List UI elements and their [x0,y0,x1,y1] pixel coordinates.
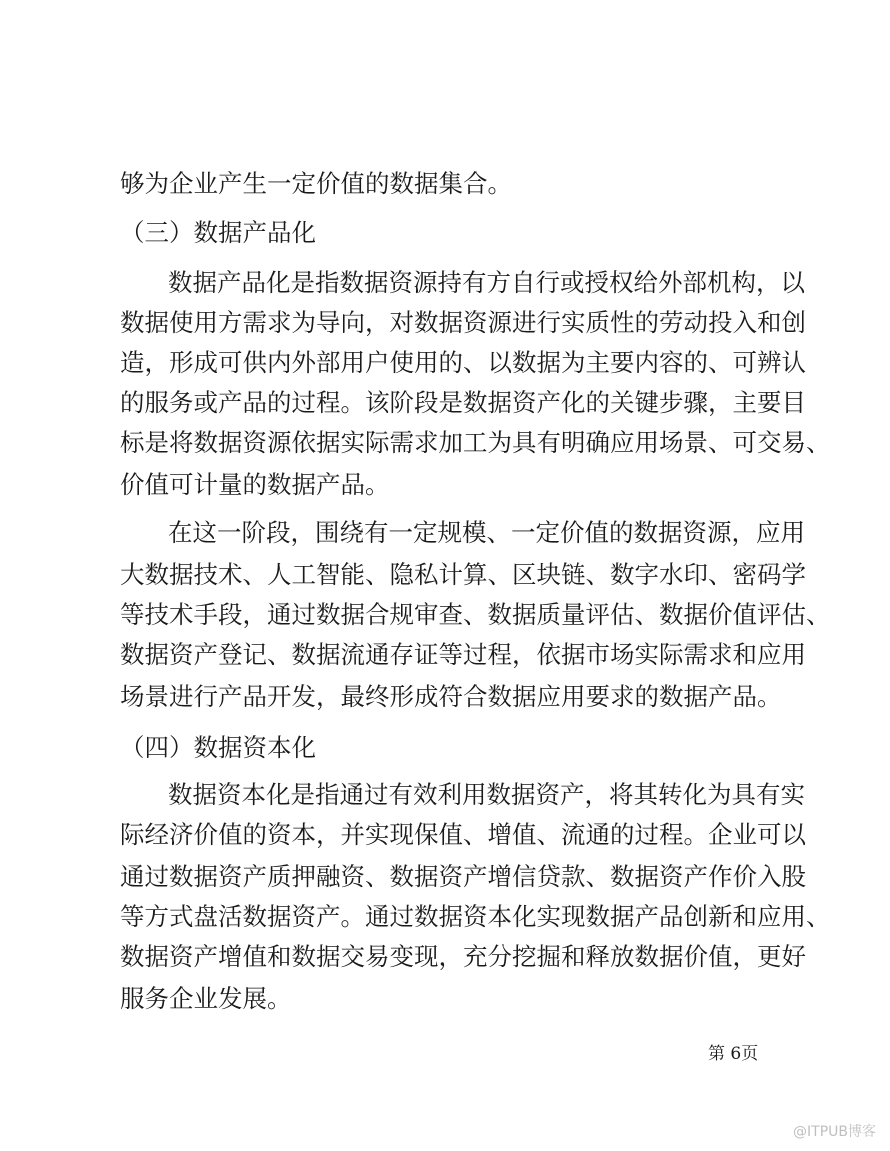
section-4-paragraph-1-line: 数据资本化是指通过有效利用数据资产，将其转化为具有实 [168,780,805,809]
section-4-paragraph-1-line: 等方式盘活数据资产。通过数据资本化实现数据产品创新和应用、 [120,902,831,931]
section-3-paragraph-1-line: 数据使用方需求为导向，对数据资源进行实质性的劳动投入和创 [120,308,806,337]
section-3-paragraph-1-line: 数据产品化是指数据资源持有方自行或授权给外部机构，以 [168,268,805,297]
section-3-paragraph-2-line: 数据资产登记、数据流通存证等过程，依据市场实际需求和应用 [120,640,806,669]
watermark: @ITPUB博客 [793,1124,876,1140]
section-3-paragraph-2-line: 场景进行产品开发，最终形成符合数据应用要求的数据产品。 [120,682,782,711]
section-3-heading: （三）数据产品化 [120,218,316,247]
section-4-paragraph-1-line: 服务企业发展。 [120,984,292,1013]
section-4-paragraph-1-line: 际经济价值的资本，并实现保值、增值、流通的过程。企业可以 [120,820,806,849]
section-3-paragraph-2-line: 等技术手段，通过数据合规审查、数据质量评估、数据价值评估、 [120,600,831,629]
section-3-paragraph-2-line: 大数据技术、人工智能、隐私计算、区块链、数字水印、密码学 [120,560,806,589]
section-4-paragraph-1-line: 数据资产增值和数据交易变现，充分挖掘和释放数据价值，更好 [120,942,806,971]
section-3-paragraph-1-line: 标是将数据资源依据实际需求加工为具有明确应用场景、可交易、 [120,428,831,457]
section-3-paragraph-1-line: 造，形成可供内外部用户使用的、以数据为主要内容的、可辨认 [120,348,806,377]
section-3-paragraph-1-line: 价值可计量的数据产品。 [120,470,390,499]
page-number: 第 6页 [708,1044,759,1064]
section-4-heading: （四）数据资本化 [120,733,316,762]
opening-line: 够为企业产生一定价值的数据集合。 [120,169,512,198]
section-3-paragraph-2-line: 在这一阶段，围绕有一定规模、一定价值的数据资源，应用 [168,518,805,547]
section-4-paragraph-1-line: 通过数据资产质押融资、数据资产增信贷款、数据资产作价入股 [120,862,806,891]
section-3-paragraph-1-line: 的服务或产品的过程。该阶段是数据资产化的关键步骤，主要目 [120,388,806,417]
